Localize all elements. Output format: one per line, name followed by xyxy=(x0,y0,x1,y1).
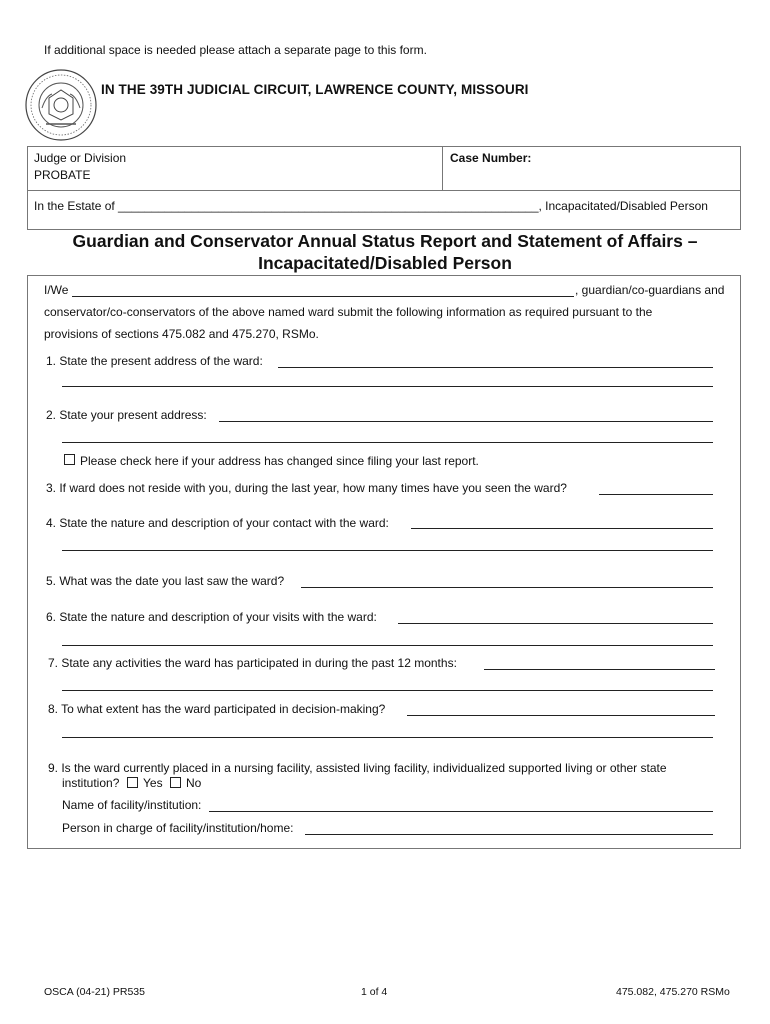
activities-field-2[interactable] xyxy=(62,690,713,691)
question-1: 1. State the present address of the ward: xyxy=(46,354,263,368)
contact-description-field-2[interactable] xyxy=(62,550,713,551)
question-3: 3. If ward does not reside with you, during the last year, how many times have you seen the ward? xyxy=(46,481,567,495)
placed-yes-checkbox[interactable] xyxy=(127,777,138,788)
report-body xyxy=(27,275,741,849)
intro-iwe: I/We xyxy=(44,283,69,297)
judge-value: PROBATE xyxy=(34,168,91,182)
question-5: 5. What was the date you last saw the ward? xyxy=(46,574,285,588)
placed-yes-label: Yes xyxy=(143,776,163,790)
attach-note: If additional space is needed please attach a separate page to this form. xyxy=(44,43,427,57)
form-title xyxy=(40,230,730,274)
caption-divider xyxy=(442,147,443,190)
judge-label: Judge or Division xyxy=(34,151,127,165)
last-seen-date-field[interactable] xyxy=(301,587,713,588)
page-number: 1 of 4 xyxy=(361,986,388,998)
your-address-field-2[interactable] xyxy=(62,442,713,443)
intro-line2: conservator/co-conservators of the above named ward submit the following information as required pursuant to the xyxy=(44,305,653,319)
guardian-names-field[interactable] xyxy=(72,296,574,297)
visit-count-field[interactable] xyxy=(599,494,713,495)
visits-description-field[interactable] xyxy=(398,623,713,624)
person-in-charge-label: Person in charge of facility/institution/home: xyxy=(62,821,294,835)
question-9-cont: institution? xyxy=(62,776,120,790)
intro-line3: provisions of sections 475.082 and 475.270, RSMo. xyxy=(44,327,319,341)
decision-making-field[interactable] xyxy=(407,715,715,716)
form-title-line2: Incapacitated/Disabled Person xyxy=(258,253,512,273)
intro-guardian-suffix: , guardian/co-guardians and xyxy=(575,283,725,297)
question-7: 7. State any activities the ward has participated in during the past 12 months: xyxy=(48,656,457,670)
question-2: 2. State your present address: xyxy=(46,408,207,422)
estate-of-field[interactable]: In the Estate of _______________________________________________________________, Incapacitated/Disabled Person xyxy=(34,199,708,213)
statute-reference: 475.082, 475.270 RSMo xyxy=(616,986,730,998)
ward-address-field-2[interactable] xyxy=(62,386,713,387)
contact-description-field[interactable] xyxy=(411,528,713,529)
case-caption-box xyxy=(27,146,741,230)
activities-field[interactable] xyxy=(484,669,715,670)
case-number-label[interactable]: Case Number: xyxy=(450,151,532,165)
court-heading: IN THE 39TH JUDICIAL CIRCUIT, LAWRENCE COUNTY, MISSOURI xyxy=(101,82,529,97)
visits-description-field-2[interactable] xyxy=(62,645,713,646)
ward-address-field[interactable] xyxy=(278,367,713,368)
court-seal-icon xyxy=(24,68,98,142)
question-4: 4. State the nature and description of your contact with the ward: xyxy=(46,516,389,530)
your-address-field[interactable] xyxy=(219,421,713,422)
form-title-line1: Guardian and Conservator Annual Status Report and Statement of Affairs – xyxy=(72,231,698,251)
facility-name-field[interactable] xyxy=(209,811,713,812)
placed-no-label: No xyxy=(186,776,202,790)
placed-no-checkbox[interactable] xyxy=(170,777,181,788)
address-changed-checkbox[interactable] xyxy=(64,454,75,465)
person-in-charge-field[interactable] xyxy=(305,834,713,835)
caption-top-row xyxy=(28,147,740,191)
address-changed-label: Please check here if your address has changed since filing your last report. xyxy=(80,454,479,468)
question-9: 9. Is the ward currently placed in a nursing facility, assisted living facility, individualized supported living or other state xyxy=(48,761,667,775)
form-id: OSCA (04-21) PR535 xyxy=(44,986,145,998)
decision-making-field-2[interactable] xyxy=(62,737,713,738)
facility-name-label: Name of facility/institution: xyxy=(62,798,202,812)
question-6: 6. State the nature and description of your visits with the ward: xyxy=(46,610,377,624)
question-8: 8. To what extent has the ward participated in decision-making? xyxy=(48,702,386,716)
